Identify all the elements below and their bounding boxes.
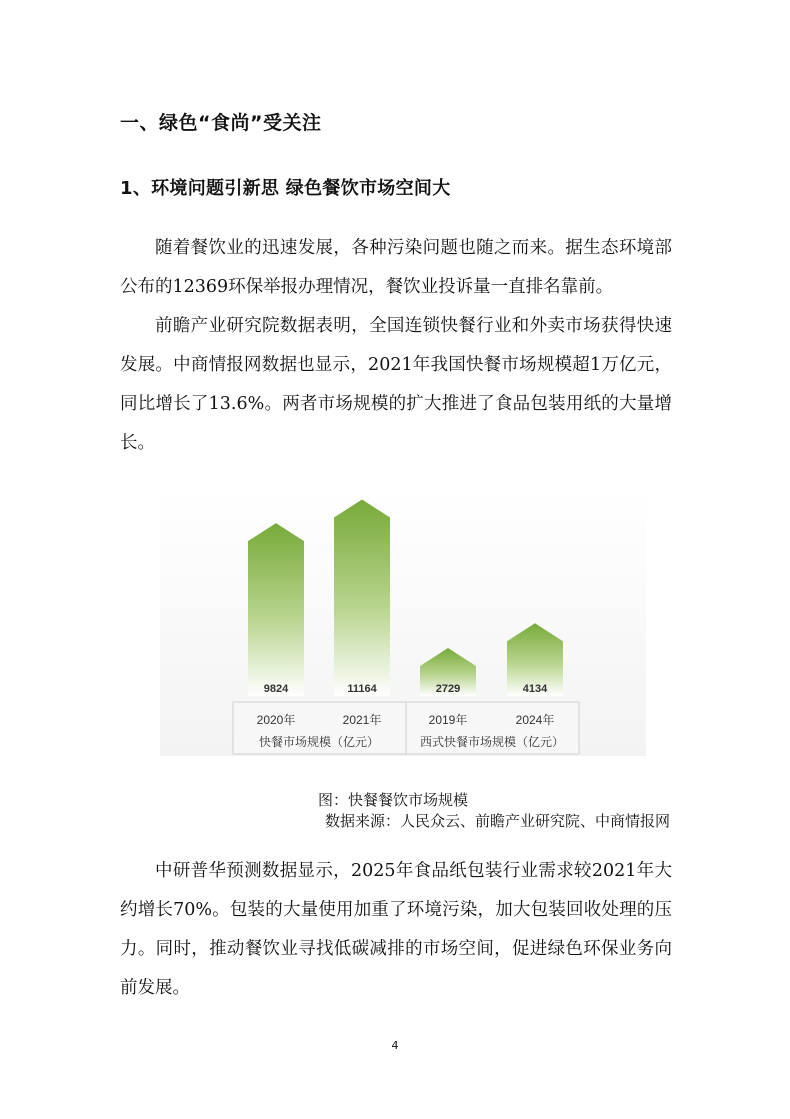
bar-arrow — [334, 500, 390, 696]
page-number: 4 — [391, 1039, 399, 1052]
data-label: 11164 — [347, 683, 377, 695]
bar-arrow — [248, 523, 304, 696]
tick-label: 2021年 — [342, 713, 382, 727]
market-size-chart — [160, 488, 646, 756]
figure-source: 数据来源：人民众云、前瞻产业研究院、中商情报网 — [324, 812, 670, 830]
section-heading: 一、绿色“食尚”受关注 — [120, 112, 322, 134]
paragraph-3: 中研普华预测数据显示，2025年食品纸包装行业需求较2021年大约增长70%。包装的大量使用加重了环境污染，加大包装回收处理的压力。同时，推动餐饮业寻找低碳减排的市场空间，促进绿色环保业务向前发展。 — [120, 861, 672, 998]
data-label: 9824 — [263, 683, 289, 695]
paragraph-1: 随着餐饮业的迅速发展，各种污染问题也随之而来。据生态环境部公布的12369环保举报办理情况，餐饮业投诉量一直排名靠前。 — [120, 238, 672, 297]
subsection-heading: 1、环境问题引新思 绿色餐饮市场空间大 — [120, 178, 451, 199]
data-label: 2729 — [435, 683, 461, 695]
group-label: 快餐市场规模（亿元） — [258, 735, 380, 749]
tick-label: 2020年 — [256, 713, 296, 727]
paragraph-2: 前瞻产业研究院数据表明，全国连锁快餐行业和外卖市场获得快速发展。中商情报网数据也显示，2021年我国快餐市场规模超1万亿元，同比增长了13.6%。两者市场规模的扩大推进了食品包装用纸的大量增长。 — [120, 316, 672, 453]
data-label: 4134 — [522, 683, 548, 695]
tick-label: 2024年 — [515, 713, 555, 727]
figure-caption: 图：快餐餐饮市场规模 — [318, 791, 469, 809]
group-label: 西式快餐市场规模（亿元） — [419, 735, 565, 749]
tick-label: 2019年 — [428, 713, 468, 727]
